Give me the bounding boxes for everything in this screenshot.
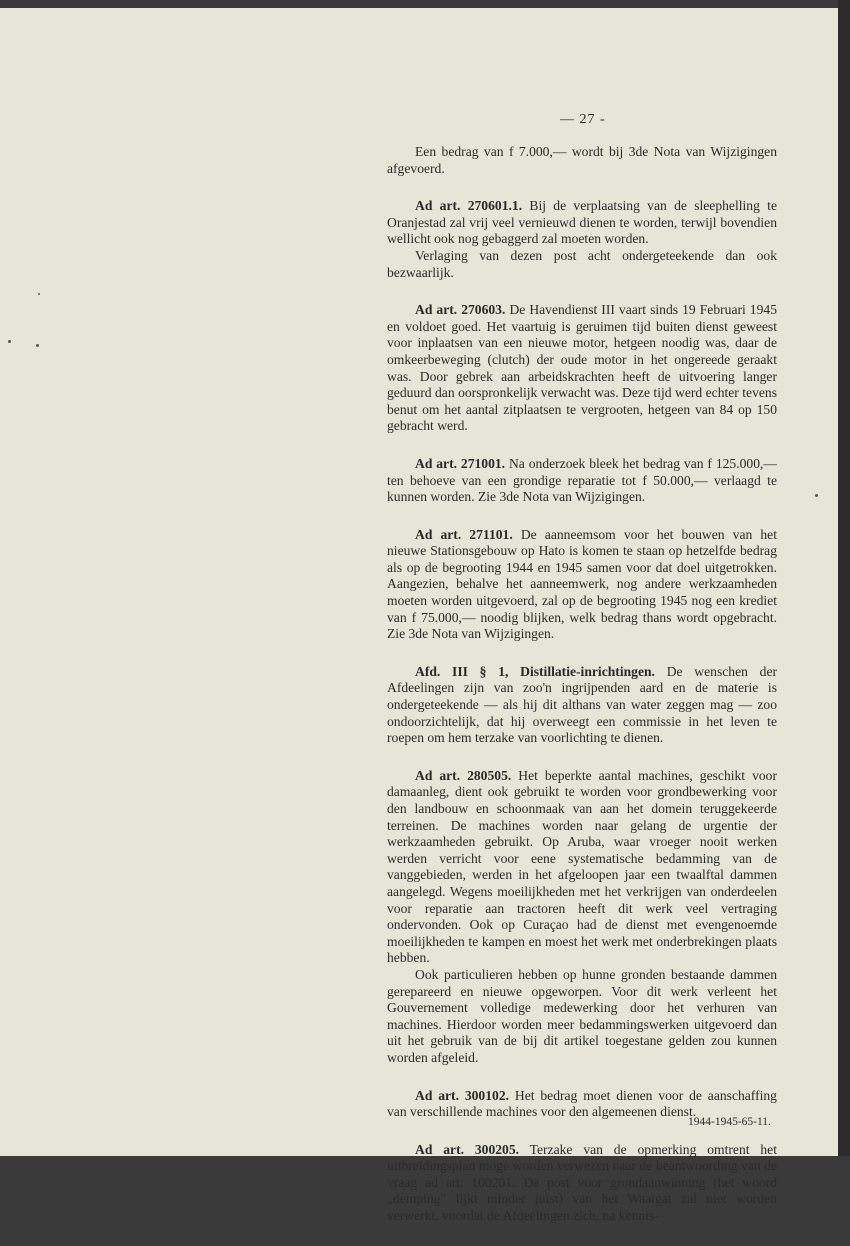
paragraph-heading: Ad art. 271001. (415, 455, 506, 471)
paper-speck (8, 340, 11, 343)
document-code: 1944-1945-65-11. (688, 1116, 771, 1128)
paragraph-heading: Ad art. 271101. (415, 526, 513, 542)
paragraph-text: Na onderzoek bleek het bedrag van f 125.000,— ten behoeve van een grondige reparatie tot f 50.000,— verlaagd te kunnen worden. Zie 3de Nota van Wijzigingen. (387, 455, 777, 505)
paragraph-270603 (387, 302, 777, 435)
paragraph-heading: Ad art. 270601.1. (415, 198, 523, 214)
paragraph-271001 (387, 456, 777, 506)
paragraph-text: De wenschen der Afdeelingen zijn van zoo'n ingrijpenden aard en de materie is ondergeteekende — als hij dit althans van water zeggen mag — zoo ondoorzichtelijk, dat hij overweegt een commissie in het leven te roepen om hem terzake van voorlichting te dienen. (387, 663, 777, 746)
paragraph-text: Bij de verplaatsing van de sleephelling te Oranjestad zal vrij veel vernieuwd dienen te worden, terwijl bovendien wellicht ook nog gebaggerd zal moeten worden. (387, 198, 777, 247)
paragraph-270601-1 (387, 198, 777, 281)
paragraph-300205 (387, 1142, 777, 1225)
paragraph-heading: Ad art. 280505. (415, 767, 512, 783)
paper-speck (38, 293, 40, 295)
paragraph-afd-iii (387, 664, 777, 747)
paragraph-heading: Afd. III § 1, Distillatie-inrichtingen. (415, 663, 655, 679)
scan-edge (838, 0, 850, 1156)
paragraph-continuation: Ook particulieren hebben op hunne gronden bestaande dammen gerepareerd en nieuwe opgeworpen. Voor dit werk verleent het Gouvernement volledige medewerking door het verhuren van machines. Hierdoor worden meer bedammingswerken uitgevoerd dan uit het gebruik van de bij dit artikel toegestane gelden zou kunnen worden afgeleid. (387, 966, 777, 1065)
paragraph-text: Het beperkte aantal machines, geschikt voor damaanleg, dient ook gebruikt te worden voor grondbewerking voor den landbouw en schoonmaak van aan het domein teruggekeerde terreinen. De machines worden naar gelang de urgentie der werkzaamheden gebruikt. Op Aruba, waar vroeger nooit werken werden verricht voor eene systematische bedamming van de vanggebieden, werden in het afgeloopen jaar een twaalftal dammen aangelegd. Wegens moeilijkheden met het verkrijgen van onderdeelen voor reparatie aan tractoren heeft dit werk veel vertraging ondervonden. Ook op Curaçao had de dienst met evengenoemde moeilijkheden te kampen en moest het werk met onderbrekingen plaats hebben. (387, 767, 777, 966)
paragraph-text: De Havendienst III vaart sinds 19 Februari 1945 en voldoet goed. Het vaartuig is geruimen tijd buiten dienst geweest voor inplaatsen van een nieuwe motor, hetgeen noodig was, daar de omkeerbeweging (clutch) der oude motor in het ongereede geraakt was. Door gebrek aan arbeidskrachten heeft de uitvoering langer geduurd dan oorspronkelijk verwacht was. Deze tijd werd echter tevens benut om het aantal zitplaatsen te vergrooten, hetgeen van 84 op 150 gebracht werd. (387, 302, 777, 434)
paper-speck (815, 494, 818, 497)
paper-speck (36, 344, 39, 347)
paragraph-heading: Ad art. 300102. (415, 1087, 510, 1103)
paragraph-continuation: Verlaging van dezen post acht ondergeteekende dan ook bezwaarlijk. (387, 247, 777, 280)
document-page (0, 8, 838, 1224)
paragraph-heading: Ad art. 270603. (415, 302, 506, 318)
paragraph-text: Het bedrag moet dienen voor de aanschaffing van verschillende machines voor den algemeenen dienst. (387, 1087, 777, 1120)
paragraph-heading: Ad art. 300205. (415, 1141, 520, 1157)
page-number: — 27 - (560, 112, 606, 127)
paragraph-text: Terzake van de opmerking omtrent het uitbreidingsplan moge worden verwezen naar de beantwoording van de vraag ad art. 100201. De post voor grondaanwinning (het woord „demping" lijkt minder juist) van het Waaigat zal niet worden verwerkt, voordat de Afdeelingen zich, na kennis- (387, 1141, 777, 1224)
paragraph-280505 (387, 768, 777, 1067)
paragraph-271101 (387, 527, 777, 643)
document-body (387, 144, 777, 1246)
paragraph-intro (387, 144, 777, 177)
paragraph-text: Een bedrag van f 7.000,— wordt bij 3de Nota van Wijzigingen afgevoerd. (387, 144, 777, 176)
paragraph-text: De aanneemsom voor het bouwen van het nieuwe Stationsgebouw op Hato is komen te staan op hetzelfde bedrag als op de begrooting 1944 en 1945 samen voor dat doel uitgetrokken. Aangezien, behalve het aanneemwerk, nog andere werkzaamheden moeten worden uitgevoerd, zal op de begrooting 1945 nog een krediet van f 75.000,— noodig blijken, welk bedrag thans wordt opgebracht. Zie 3de Nota van Wijzigingen. (387, 526, 777, 642)
